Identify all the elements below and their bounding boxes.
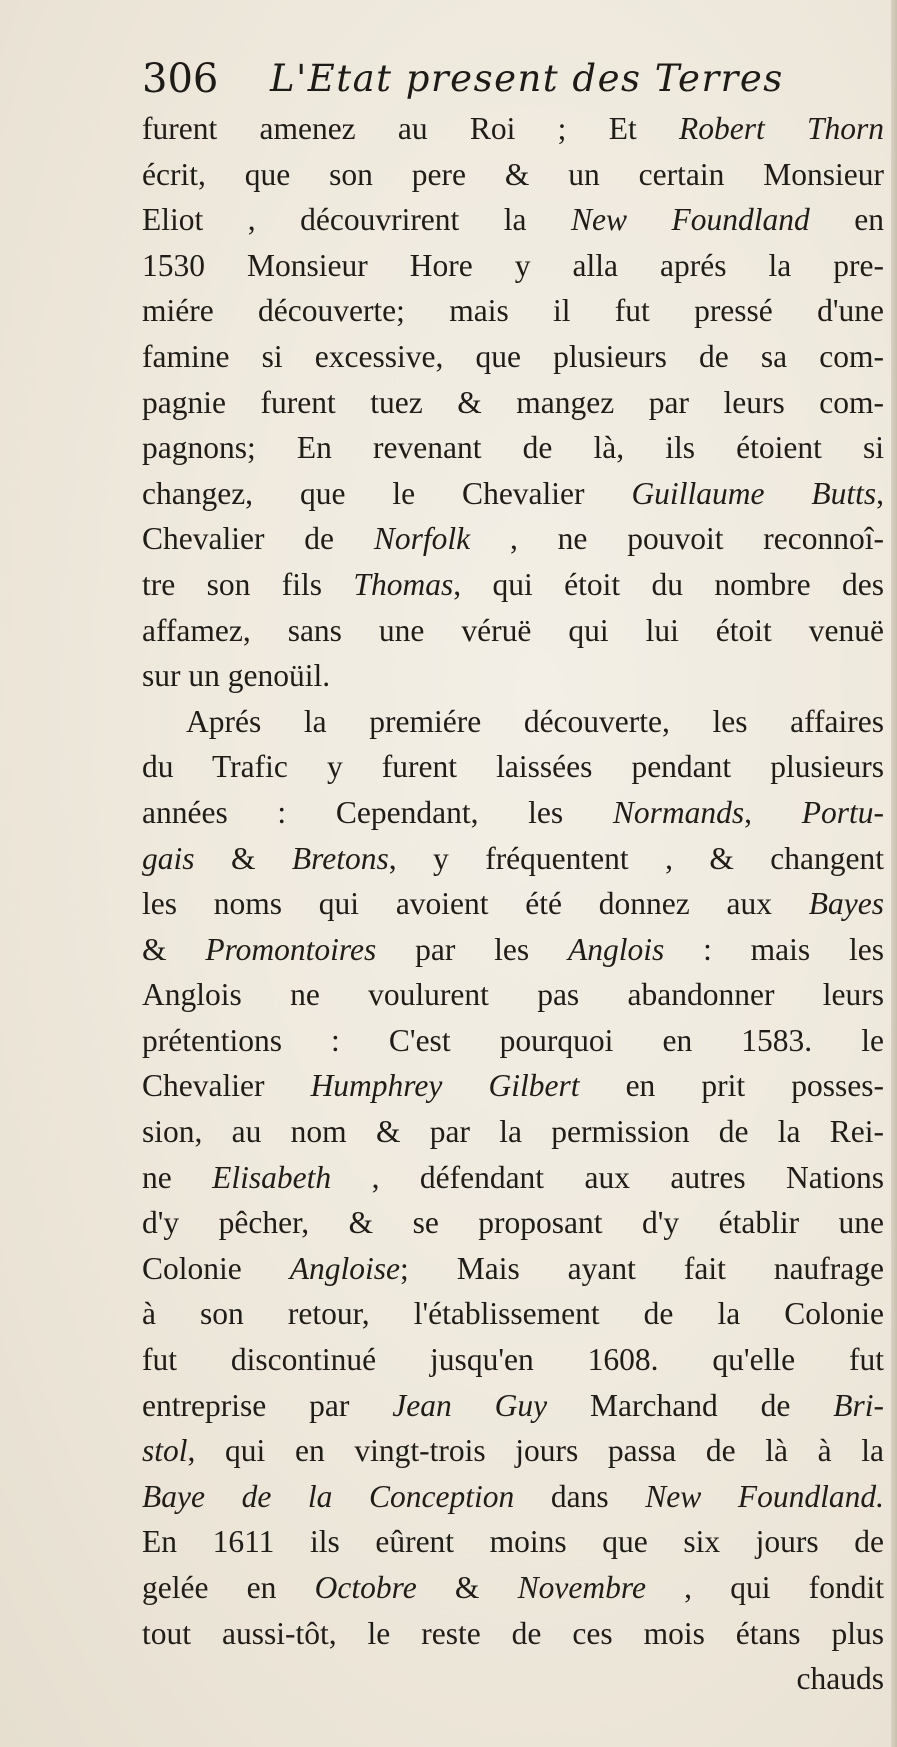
text-line <box>142 653 884 699</box>
text-segment: famine si excessive, que plusieurs de sa com- <box>142 338 884 374</box>
text-segment: , qui étoit du nombre des <box>453 566 884 602</box>
text-line <box>142 699 884 745</box>
italic-text: Octobre <box>314 1570 417 1605</box>
text-segment: du Trafic y furent laissées pendant plusieurs <box>142 749 884 785</box>
text-segment: par les <box>376 931 568 967</box>
text-segment: pagnons; En revenant de là, ils étoient si <box>142 430 884 466</box>
text-segment: prétentions : C'est pourquoi en 1583. le <box>142 1022 884 1058</box>
italic-text: Robert Thorn <box>678 111 884 146</box>
text-line <box>142 836 884 882</box>
text-segment: affamez, sans une véruë qui lui étoit venuë <box>142 612 884 648</box>
text-line <box>142 1519 884 1565</box>
text-segment: ; Mais ayant fait naufrage <box>399 1250 884 1286</box>
text-line <box>142 1291 884 1337</box>
text-segment: pagnie furent tuez & mangez par leurs com- <box>142 384 884 420</box>
text-segment: , <box>744 794 802 830</box>
text-line <box>142 152 884 198</box>
text-line <box>142 1155 884 1201</box>
text-line <box>142 197 884 243</box>
text-line <box>142 744 884 790</box>
text-segment: , qui fondit <box>645 1570 884 1605</box>
text-segment: , y fréquentent , & changent <box>388 840 884 876</box>
body-text <box>142 106 884 1702</box>
text-line <box>142 1611 884 1657</box>
text-line <box>142 380 884 426</box>
italic-text: Bayes <box>808 886 884 922</box>
text-segment: tout aussi-tôt, le reste de ces mois étans plus <box>142 1615 884 1651</box>
text-line <box>142 881 884 927</box>
text-segment: Aprés la premiére découverte, les affaires <box>186 703 884 739</box>
text-segment: en <box>809 202 884 238</box>
italic-text: Bri- <box>833 1387 884 1423</box>
text-segment: 1530 Monsieur Hore y alla aprés la pre- <box>142 247 884 283</box>
text-segment: & <box>142 931 206 967</box>
text-line <box>142 425 884 471</box>
text-segment: Eliot , découvrirent la <box>142 202 572 238</box>
italic-text: stol <box>142 1433 188 1469</box>
italic-text: Promontoires <box>205 931 377 967</box>
italic-text: Norfolk <box>373 521 471 557</box>
italic-text: Portu- <box>801 794 884 830</box>
text-line <box>142 1109 884 1155</box>
text-line <box>142 1474 884 1520</box>
text-segment: ne <box>142 1159 213 1195</box>
text-segment: furent amenez au Roi ; Et <box>142 111 679 146</box>
text-segment: années : Cependant, les <box>142 794 613 830</box>
italic-text: Guillaume Butts <box>631 475 877 511</box>
text-segment: Chevalier de <box>142 521 374 557</box>
text-line <box>142 243 884 289</box>
text-line <box>142 471 884 517</box>
running-title: L'Etat present des Terres <box>270 57 784 100</box>
italic-text: Novembre <box>517 1570 646 1605</box>
text-segment: , ne pouvoit reconnoî- <box>470 521 884 557</box>
text-segment: les noms qui avoient été donnez aux <box>142 886 809 922</box>
text-line <box>142 1337 884 1383</box>
text-segment: Colonie <box>142 1250 290 1286</box>
text-line <box>142 106 884 152</box>
text-segment: & <box>416 1570 518 1605</box>
text-segment: d'y pêcher, & se proposant d'y établir une <box>142 1205 884 1241</box>
text-segment: Chevalier <box>142 1068 311 1104</box>
text-segment: Marchand de <box>547 1387 834 1423</box>
italic-text: Normands <box>612 794 745 830</box>
italic-text: Angloise <box>289 1250 400 1286</box>
text-segment: dans <box>514 1478 646 1514</box>
text-line <box>142 1200 884 1246</box>
text-line <box>142 972 884 1018</box>
italic-text: Anglois <box>567 931 665 967</box>
text-line <box>142 1428 884 1474</box>
text-segment: à son retour, l'établissement de la Colonie <box>142 1296 884 1332</box>
italic-text: Elisabeth <box>212 1159 332 1195</box>
text-segment: Anglois ne voulurent pas abandonner leurs <box>142 977 884 1013</box>
text-segment: changez, que le Chevalier <box>142 475 632 511</box>
italic-text: New Foundland. <box>645 1478 884 1514</box>
text-segment: En 1611 ils eûrent moins que six jours de <box>142 1524 884 1560</box>
text-line <box>142 516 884 562</box>
page-header <box>142 50 882 108</box>
text-segment: gelée en <box>142 1570 315 1605</box>
text-segment: miére découverte; mais il fut pressé d'une <box>142 293 884 329</box>
italic-text: Jean Guy <box>392 1387 548 1423</box>
text-line <box>142 790 884 836</box>
text-line <box>142 1246 884 1292</box>
italic-text: Humphrey Gilbert <box>310 1068 580 1104</box>
text-line <box>142 1063 884 1109</box>
italic-text: Bretons <box>291 840 389 876</box>
text-segment: sur un genoüil. <box>142 658 331 694</box>
text-segment: : mais les <box>664 931 884 967</box>
italic-text: Thomas <box>353 566 454 602</box>
text-line <box>142 288 884 334</box>
text-line <box>142 1018 884 1064</box>
text-segment: écrit, que son pere & un certain Monsieur <box>142 156 884 192</box>
italic-text: New Foundland <box>571 202 810 238</box>
text-segment: entreprise par <box>142 1387 393 1423</box>
text-segment: , <box>876 475 884 511</box>
text-segment: sion, au nom & par la permission de la Rei- <box>142 1114 884 1150</box>
italic-text: Baye de la Conception <box>142 1478 515 1514</box>
text-line <box>142 1383 884 1429</box>
page-number: 306 <box>142 56 219 102</box>
text-line <box>142 562 884 608</box>
text-line <box>142 608 884 654</box>
text-segment: tre son fils <box>142 566 354 602</box>
page-edge <box>891 0 897 1747</box>
italic-text: gais <box>142 840 195 876</box>
catchword: chauds <box>796 1661 884 1697</box>
text-line <box>142 1565 884 1611</box>
text-segment: en prit posses- <box>579 1068 884 1104</box>
text-line <box>142 927 884 973</box>
text-segment: , défendant aux autres Nations <box>331 1159 884 1195</box>
text-segment: fut discontinué jusqu'en 1608. qu'elle fut <box>142 1342 884 1378</box>
text-line <box>142 334 884 380</box>
text-segment: , qui en vingt-trois jours passa de là à la <box>187 1433 884 1469</box>
text-segment: & <box>194 840 292 876</box>
